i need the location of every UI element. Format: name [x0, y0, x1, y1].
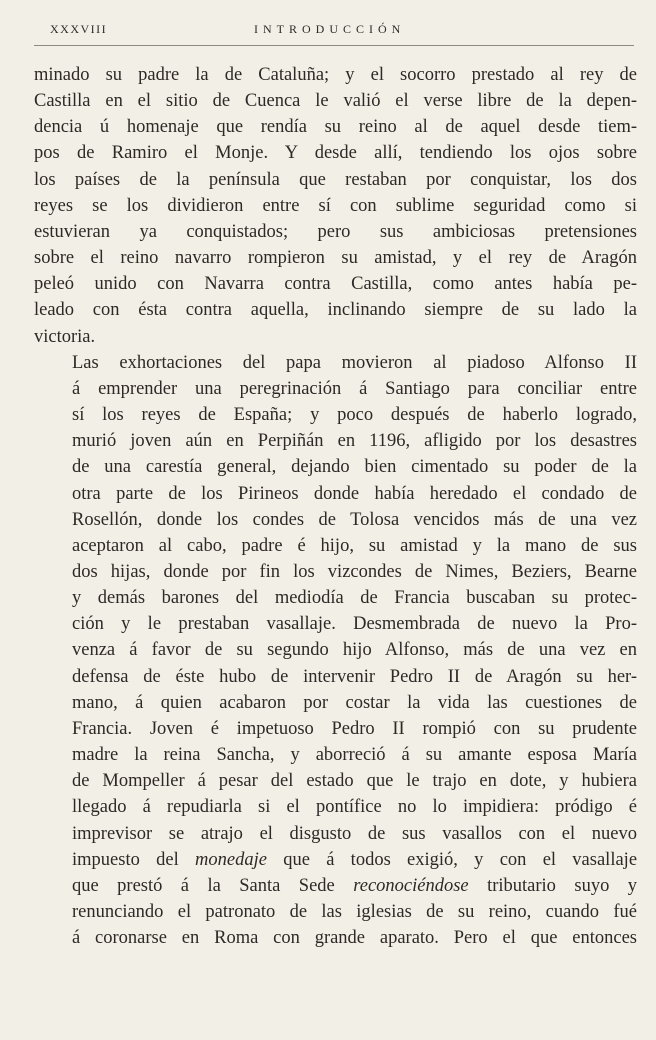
- text-line-mixed: [34, 847, 637, 873]
- text-line: Rosellón, donde los condes de Tolosa vencidos más de una vez: [72, 509, 637, 530]
- text-line: imprevisor se atrajo el disgusto de sus vasallos con el nuevo: [72, 823, 637, 844]
- text-segment: impuesto del: [72, 849, 179, 870]
- text-line: reyes se los dividieron entre sí con sublime seguridad como si: [34, 195, 637, 216]
- text-line: estuvieran ya conquistados; pero sus ambiciosas pretensiones: [34, 221, 637, 242]
- text-line: victoria.: [34, 326, 96, 347]
- text-line: á emprender una peregrinación á Santiago para conciliar entre: [72, 378, 637, 399]
- text-line: dencia ú homenaje que rendía su reino al de aquel desde tiem-: [34, 117, 637, 138]
- text-line: los países de la península que restaban por conquistar, los dos: [34, 169, 637, 190]
- page-number: XXXVIII: [50, 22, 108, 36]
- text-line: mano, á quien acabaron por costar la vida las cuestiones de: [72, 692, 637, 713]
- text-line: aceptaron al cabo, padre é hijo, su amistad y la mano de sus: [72, 535, 637, 556]
- text-line: y demás barones del mediodía de Francia buscaban su protec-: [72, 588, 637, 609]
- text-line: peleó unido con Navarra contra Castilla, como antes había pe-: [34, 274, 637, 295]
- text-line: minado su padre la de Cataluña; y el socorro prestado al rey de: [34, 65, 637, 85]
- text-line: venza á favor de su segundo hijo Alfonso, más de una vez en: [72, 640, 637, 661]
- text-line: murió joven aún en Perpiñán en 1196, afligido por los desastres: [72, 431, 637, 452]
- text-segment: tributario suyo y: [487, 875, 638, 896]
- text-line: sobre el reino navarro rompieron su amistad, y el rey de Aragón: [34, 248, 637, 269]
- text-line: ción y le prestaban vasallaje. Desmembrada de nuevo la Pro-: [72, 614, 637, 635]
- text-line: Castilla en el sitio de Cuenca le valió el verse libre de la depen-: [34, 91, 637, 112]
- body-text: [34, 62, 637, 951]
- text-line: Las exhortaciones del papa movieron al piadoso Alfonso II: [72, 352, 637, 373]
- text-line: sí los reyes de España; y poco después de haberlo logrado,: [72, 405, 637, 426]
- running-head: [34, 22, 634, 44]
- text-line: renunciando el patronato de las iglesias de su reino, cuando fué: [72, 902, 637, 922]
- text-segment: que prestó á la Santa Sede: [72, 875, 335, 896]
- text-line: dos hijas, donde por fin los vizcondes de Nimes, Beziers, Bearne: [72, 561, 637, 582]
- running-title: INTRODUCCIÓN: [254, 22, 406, 36]
- text-line: defensa de éste hubo de intervenir Pedro II de Aragón su her-: [72, 666, 637, 687]
- text-line: pos de Ramiro el Monje. Y desde allí, tendiendo los ojos sobre: [34, 143, 637, 164]
- text-line: otra parte de los Pirineos donde había heredado el condado de: [72, 483, 637, 504]
- paragraph-1: [34, 62, 637, 350]
- italic-term: reconociéndose: [353, 875, 469, 896]
- text-line-mixed: [34, 873, 637, 899]
- text-segment: que á todos exigió, y con el vasallaje: [283, 849, 638, 870]
- text-line: de una carestía general, dejando bien cimentado su poder de la: [72, 457, 637, 478]
- text-line: llegado á repudiarla si el pontífice no lo impidiera: pródigo é: [72, 797, 637, 818]
- italic-term: monedaje: [195, 849, 267, 870]
- text-line: Francia. Joven é impetuoso Pedro II rompió con su prudente: [72, 718, 637, 739]
- text-line: leado con ésta contra aquella, inclinando siempre de su lado la: [34, 300, 637, 321]
- text-line: á coronarse en Roma con grande aparato. Pero el que entonces: [72, 928, 637, 949]
- header-rule: [34, 45, 634, 46]
- paragraph-2: [34, 350, 637, 952]
- text-line: madre la reina Sancha, y aborreció á su amante esposa María: [72, 745, 637, 766]
- text-line: de Mompeller á pesar del estado que le trajo en dote, y hubiera: [72, 771, 637, 792]
